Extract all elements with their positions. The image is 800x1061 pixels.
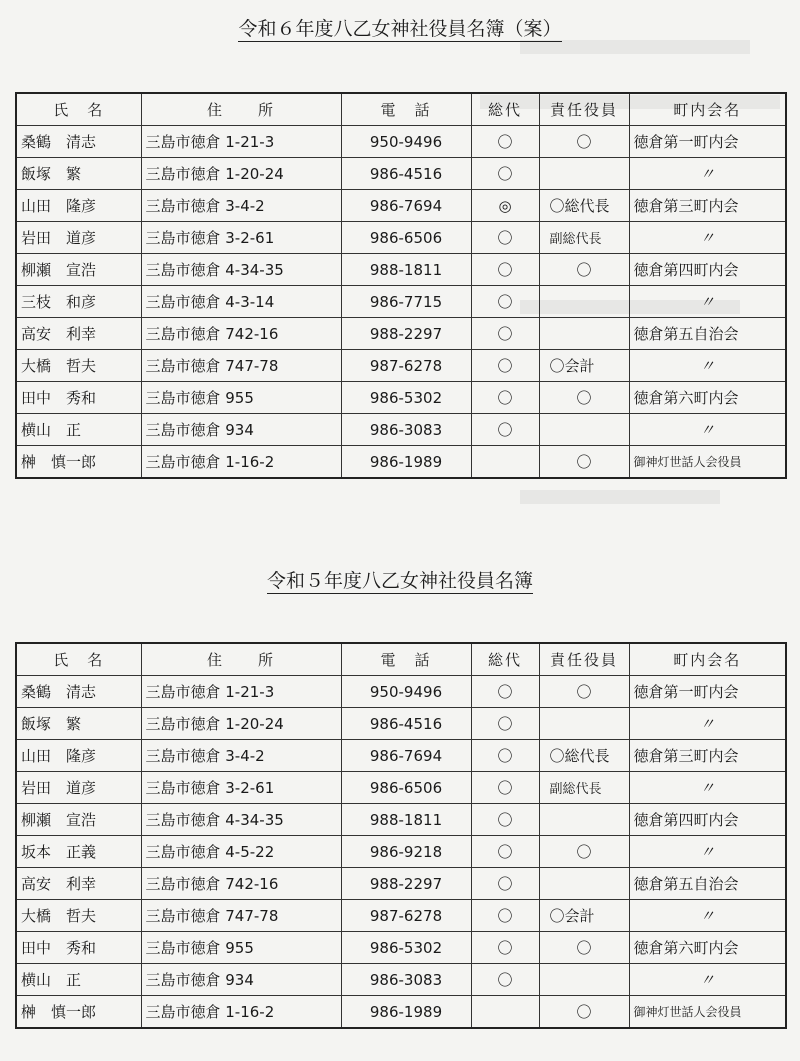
cell-address: 三島市徳倉 3-4-2 <box>141 190 341 222</box>
cell-sodai: 〇 <box>471 900 539 932</box>
header-row <box>16 93 786 126</box>
table-row <box>16 158 786 190</box>
cell-sodai <box>471 996 539 1029</box>
cell-yakuin: 〇会計 <box>539 900 629 932</box>
show-through-shadow <box>520 490 720 504</box>
header-phone: 電 話 <box>341 643 471 676</box>
cell-name: 柳瀬 宣浩 <box>16 254 141 286</box>
cell-town: 〃 <box>629 708 786 740</box>
table-row <box>16 836 786 868</box>
cell-phone: 986-5302 <box>341 932 471 964</box>
cell-name: 横山 正 <box>16 414 141 446</box>
table-row <box>16 382 786 414</box>
cell-name: 田中 秀和 <box>16 932 141 964</box>
cell-phone: 986-4516 <box>341 708 471 740</box>
cell-address: 三島市徳倉 934 <box>141 414 341 446</box>
cell-name: 高安 利幸 <box>16 318 141 350</box>
cell-sodai: ◎ <box>471 190 539 222</box>
cell-town: 〃 <box>629 836 786 868</box>
cell-name: 柳瀬 宣浩 <box>16 804 141 836</box>
cell-address: 三島市徳倉 1-16-2 <box>141 446 341 479</box>
cell-address: 三島市徳倉 955 <box>141 932 341 964</box>
cell-town: 〃 <box>629 350 786 382</box>
cell-yakuin: 〇総代長 <box>539 740 629 772</box>
cell-phone: 986-5302 <box>341 382 471 414</box>
table-row <box>16 190 786 222</box>
cell-yakuin <box>539 964 629 996</box>
cell-sodai: 〇 <box>471 932 539 964</box>
header-row <box>16 643 786 676</box>
cell-yakuin: 〇 <box>539 932 629 964</box>
cell-town: 徳倉第五自治会 <box>629 868 786 900</box>
cell-yakuin <box>539 318 629 350</box>
cell-phone: 988-1811 <box>341 254 471 286</box>
cell-town: 徳倉第一町内会 <box>629 676 786 708</box>
cell-phone: 986-7694 <box>341 740 471 772</box>
cell-address: 三島市徳倉 4-5-22 <box>141 836 341 868</box>
table-row <box>16 708 786 740</box>
cell-sodai: 〇 <box>471 318 539 350</box>
cell-town: 御神灯世話人会役員 <box>629 996 786 1029</box>
cell-sodai <box>471 446 539 479</box>
cell-name: 飯塚 繁 <box>16 158 141 190</box>
table-row <box>16 222 786 254</box>
cell-name: 大橋 哲夫 <box>16 350 141 382</box>
header-yakuin: 責任役員 <box>539 93 629 126</box>
cell-sodai: 〇 <box>471 772 539 804</box>
cell-yakuin: 〇 <box>539 996 629 1029</box>
cell-address: 三島市徳倉 1-21-3 <box>141 676 341 708</box>
cell-yakuin: 〇 <box>539 446 629 479</box>
table-row <box>16 286 786 318</box>
cell-sodai: 〇 <box>471 414 539 446</box>
cell-yakuin: 〇 <box>539 382 629 414</box>
table-row <box>16 868 786 900</box>
roster-title-r6: 令和６年度八乙女神社役員名簿（案） <box>238 18 562 40</box>
cell-phone: 986-6506 <box>341 772 471 804</box>
cell-town: 〃 <box>629 286 786 318</box>
cell-name: 山田 隆彦 <box>16 740 141 772</box>
cell-town: 〃 <box>629 900 786 932</box>
cell-yakuin <box>539 286 629 318</box>
cell-yakuin: 〇 <box>539 676 629 708</box>
header-address: 住 所 <box>141 643 341 676</box>
header-sodai: 総代 <box>471 643 539 676</box>
cell-name: 坂本 正義 <box>16 836 141 868</box>
cell-town: 徳倉第三町内会 <box>629 190 786 222</box>
header-phone: 電 話 <box>341 93 471 126</box>
cell-address: 三島市徳倉 4-3-14 <box>141 286 341 318</box>
cell-name: 榊 慎一郎 <box>16 446 141 479</box>
cell-town: 徳倉第六町内会 <box>629 932 786 964</box>
table-row <box>16 772 786 804</box>
cell-town: 徳倉第三町内会 <box>629 740 786 772</box>
header-name: 氏 名 <box>16 93 141 126</box>
cell-town: 徳倉第六町内会 <box>629 382 786 414</box>
cell-sodai: 〇 <box>471 708 539 740</box>
table-row <box>16 676 786 708</box>
cell-town: 〃 <box>629 772 786 804</box>
cell-address: 三島市徳倉 1-21-3 <box>141 126 341 158</box>
cell-yakuin <box>539 708 629 740</box>
cell-phone: 950-9496 <box>341 676 471 708</box>
cell-name: 岩田 道彦 <box>16 222 141 254</box>
cell-town: 徳倉第五自治会 <box>629 318 786 350</box>
cell-yakuin <box>539 414 629 446</box>
cell-address: 三島市徳倉 4-34-35 <box>141 804 341 836</box>
header-address: 住 所 <box>141 93 341 126</box>
cell-phone: 986-1989 <box>341 996 471 1029</box>
cell-address: 三島市徳倉 747-78 <box>141 350 341 382</box>
roster-table-r6 <box>15 92 787 479</box>
cell-phone: 986-4516 <box>341 158 471 190</box>
cell-name: 田中 秀和 <box>16 382 141 414</box>
cell-address: 三島市徳倉 742-16 <box>141 868 341 900</box>
cell-sodai: 〇 <box>471 350 539 382</box>
cell-address: 三島市徳倉 1-20-24 <box>141 708 341 740</box>
cell-phone: 988-2297 <box>341 868 471 900</box>
cell-yakuin: 〇 <box>539 126 629 158</box>
cell-town: 御神灯世話人会役員 <box>629 446 786 479</box>
header-sodai: 総代 <box>471 93 539 126</box>
cell-yakuin <box>539 868 629 900</box>
cell-name: 三枝 和彦 <box>16 286 141 318</box>
table-row <box>16 964 786 996</box>
cell-yakuin: 〇会計 <box>539 350 629 382</box>
cell-name: 岩田 道彦 <box>16 772 141 804</box>
cell-yakuin: 〇 <box>539 836 629 868</box>
table-row <box>16 740 786 772</box>
cell-sodai: 〇 <box>471 676 539 708</box>
cell-address: 三島市徳倉 3-2-61 <box>141 222 341 254</box>
table-row <box>16 804 786 836</box>
cell-phone: 986-3083 <box>341 964 471 996</box>
cell-sodai: 〇 <box>471 740 539 772</box>
table-row <box>16 254 786 286</box>
cell-phone: 987-6278 <box>341 350 471 382</box>
cell-address: 三島市徳倉 955 <box>141 382 341 414</box>
cell-phone: 986-6506 <box>341 222 471 254</box>
cell-name: 横山 正 <box>16 964 141 996</box>
cell-town: 徳倉第四町内会 <box>629 254 786 286</box>
cell-phone: 986-3083 <box>341 414 471 446</box>
roster-table-r5 <box>15 642 787 1029</box>
cell-phone: 986-1989 <box>341 446 471 479</box>
cell-yakuin: 〇 <box>539 254 629 286</box>
cell-sodai: 〇 <box>471 222 539 254</box>
cell-address: 三島市徳倉 1-20-24 <box>141 158 341 190</box>
table-row <box>16 126 786 158</box>
header-name: 氏 名 <box>16 643 141 676</box>
roster-title-r5: 令和５年度八乙女神社役員名簿 <box>266 570 533 592</box>
header-town: 町内会名 <box>629 643 786 676</box>
cell-town: 〃 <box>629 964 786 996</box>
cell-address: 三島市徳倉 742-16 <box>141 318 341 350</box>
cell-phone: 988-1811 <box>341 804 471 836</box>
cell-address: 三島市徳倉 4-34-35 <box>141 254 341 286</box>
table-row <box>16 932 786 964</box>
cell-address: 三島市徳倉 934 <box>141 964 341 996</box>
cell-name: 山田 隆彦 <box>16 190 141 222</box>
cell-name: 飯塚 繁 <box>16 708 141 740</box>
show-through-shadow <box>520 40 750 54</box>
cell-address: 三島市徳倉 3-2-61 <box>141 772 341 804</box>
cell-phone: 988-2297 <box>341 318 471 350</box>
cell-sodai: 〇 <box>471 804 539 836</box>
table-row <box>16 414 786 446</box>
cell-address: 三島市徳倉 3-4-2 <box>141 740 341 772</box>
header-yakuin: 責任役員 <box>539 643 629 676</box>
cell-sodai: 〇 <box>471 964 539 996</box>
cell-sodai: 〇 <box>471 126 539 158</box>
cell-phone: 986-7715 <box>341 286 471 318</box>
cell-phone: 986-7694 <box>341 190 471 222</box>
cell-town: 〃 <box>629 158 786 190</box>
cell-sodai: 〇 <box>471 286 539 318</box>
table-row <box>16 900 786 932</box>
cell-sodai: 〇 <box>471 868 539 900</box>
cell-name: 桑鶴 清志 <box>16 676 141 708</box>
cell-yakuin <box>539 158 629 190</box>
cell-town: 〃 <box>629 222 786 254</box>
cell-yakuin: 副総代長 <box>539 222 629 254</box>
cell-name: 大橋 哲夫 <box>16 900 141 932</box>
cell-town: 徳倉第四町内会 <box>629 804 786 836</box>
header-town: 町内会名 <box>629 93 786 126</box>
table-row <box>16 318 786 350</box>
cell-address: 三島市徳倉 1-16-2 <box>141 996 341 1029</box>
cell-sodai: 〇 <box>471 382 539 414</box>
cell-name: 桑鶴 清志 <box>16 126 141 158</box>
cell-yakuin: 副総代長 <box>539 772 629 804</box>
cell-phone: 950-9496 <box>341 126 471 158</box>
cell-phone: 986-9218 <box>341 836 471 868</box>
table-row <box>16 996 786 1029</box>
cell-town: 徳倉第一町内会 <box>629 126 786 158</box>
cell-name: 高安 利幸 <box>16 868 141 900</box>
table-row <box>16 350 786 382</box>
cell-name: 榊 慎一郎 <box>16 996 141 1029</box>
cell-sodai: 〇 <box>471 254 539 286</box>
cell-yakuin <box>539 804 629 836</box>
cell-sodai: 〇 <box>471 158 539 190</box>
cell-sodai: 〇 <box>471 836 539 868</box>
cell-yakuin: 〇総代長 <box>539 190 629 222</box>
cell-phone: 987-6278 <box>341 900 471 932</box>
table-row <box>16 446 786 479</box>
cell-address: 三島市徳倉 747-78 <box>141 900 341 932</box>
cell-town: 〃 <box>629 414 786 446</box>
